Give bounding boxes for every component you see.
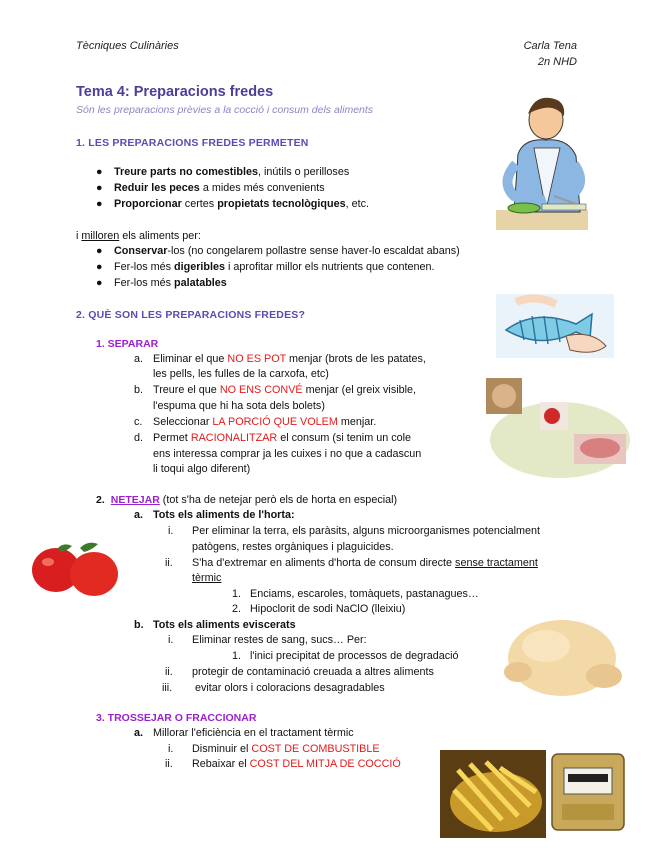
list-item: ● Proporcionar certes propietats tecnològiques, etc. — [96, 198, 369, 210]
intro-line: i milloren els aliments per: — [76, 230, 201, 242]
page-title: Tema 4: Preparacions fredes — [76, 84, 274, 100]
list-item: ● Treure parts no comestibles, inútils o perilloses — [96, 166, 350, 178]
list-item-text: Enciams, escaroles, tomàquets, pastanagues… — [250, 588, 479, 600]
list-item-text: Disminuir el COST DE COMBUSTIBLE — [192, 743, 380, 755]
list-item: 2. — [232, 603, 242, 615]
list-item: iii. — [162, 682, 173, 694]
header-course: 2n NHD — [537, 56, 577, 68]
tomatoes-photo — [28, 534, 120, 598]
list-item-text: evitar olors i coloracions desagradables — [195, 682, 385, 694]
list-item: i. — [168, 634, 174, 646]
list-item: ii. — [165, 666, 173, 678]
fries-fryer-photo — [440, 750, 546, 838]
list-item-text: Hipoclorit de sodi NaClO (lleixiu) — [250, 603, 406, 615]
food-preparation-photos — [470, 374, 632, 480]
list-item-text: Rebaixar el COST DEL MITJA DE COCCIÓ — [192, 758, 401, 770]
trossejar-heading: 3. TROSSEJAR O FRACCIONAR — [96, 712, 257, 724]
section-1-heading: 1. LES PREPARACIONS FREDES PERMETEN — [76, 137, 309, 149]
list-item-text: li toqui algo diferent) — [153, 463, 251, 475]
list-item-text: l'espuma que hi ha sota dels bolets) — [153, 400, 325, 412]
list-item-text: Seleccionar LA PORCIÓ QUE VOLEM menjar. — [153, 416, 377, 428]
section-2-heading: 2. QUÈ SON LES PREPARACIONS FREDES? — [76, 309, 306, 321]
netejar-heading: 2. NETEJAR (tot s'ha de netejar però els de horta en especial) — [96, 494, 398, 506]
list-item-text: Eliminar el que NO ES POT menjar (brots de les patates, — [153, 353, 426, 365]
list-item: b. — [134, 384, 144, 396]
raw-chicken-photo — [500, 606, 630, 702]
list-item: a. — [134, 727, 144, 739]
chef-cutting-vegetables-illustration — [494, 92, 590, 230]
list-item: a. — [134, 509, 144, 521]
list-item: 1. — [232, 650, 242, 662]
list-item: ● Conservar-los (no congelarem pollastre sense haver-lo escaldat abans) — [96, 245, 460, 257]
list-item: c. — [134, 416, 143, 428]
gas-meter-photo — [548, 748, 630, 834]
list-item-text: Treure el que NO ENS CONVÉ menjar (el greix visible, — [153, 384, 417, 396]
list-item-text: Permet RACIONALITZAR el consum (si tenim un cole — [153, 432, 412, 444]
list-item-text: l'inici precipitat de processos de degradació — [250, 650, 459, 662]
list-item-text: patògens, restes orgàniques i plaguicides. — [192, 541, 394, 553]
list-item-text: tèrmic — [192, 572, 222, 584]
separar-heading: 1. SEPARAR — [96, 338, 159, 350]
list-item: a. — [134, 353, 144, 365]
list-item-text: ens interessa comprar ja les cuixes i no que a cadascun — [153, 448, 422, 460]
list-item: 1. — [232, 588, 242, 600]
list-item-text: protegir de contaminació creuada a altres aliments — [192, 666, 434, 678]
list-item: i. — [168, 525, 174, 537]
list-item-text: Per eliminar la terra, els paràsits, alguns microorganismes potencialment — [192, 525, 541, 537]
list-item-text: Eliminar restes de sang, sucs… Per: — [192, 634, 367, 646]
list-item-text: S'ha d'extremar en aliments d'horta de consum directe sense tractament — [192, 557, 538, 569]
list-item: ii. — [165, 557, 173, 569]
list-item-heading: Tots els aliments eviscerats — [153, 619, 296, 631]
list-item: ii. — [165, 758, 173, 770]
list-item-text: les pells, les fulles de la carxofa, etc) — [153, 368, 329, 380]
list-item: d. — [134, 432, 144, 444]
list-item: ● Reduir les peces a mides més convenients — [96, 182, 325, 194]
fish-cleaning-illustration — [496, 290, 614, 362]
header-left: Tècniques Culinàries — [76, 40, 179, 52]
list-item: ● Fer-los més digeribles i aprofitar millor els nutrients que contenen. — [96, 261, 435, 273]
header-author: Carla Tena — [523, 40, 577, 52]
page-subtitle: Són les preparacions prèvies a la cocció i consum dels aliments — [76, 104, 374, 116]
list-item-heading: Tots els aliments de l'horta: — [153, 509, 295, 521]
list-item-text: Millorar l'eficiència en el tractament tèrmic — [153, 727, 354, 739]
list-item: ● Fer-los més palatables — [96, 277, 227, 289]
list-item: b. — [134, 619, 144, 631]
list-item: i. — [168, 743, 174, 755]
